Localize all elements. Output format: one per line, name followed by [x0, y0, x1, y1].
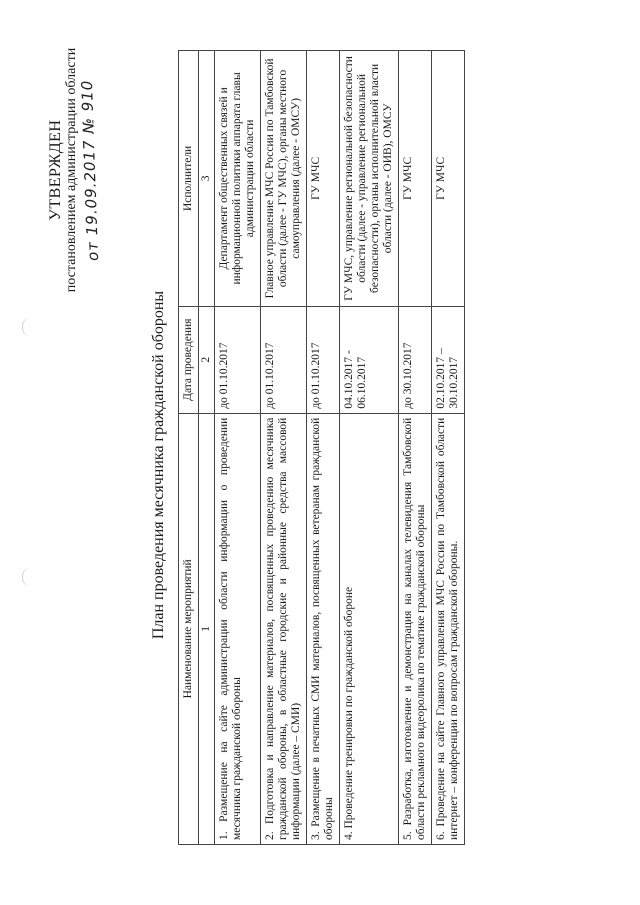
column-header-executor: Исполнители — [179, 51, 199, 307]
column-header-date: Дата проведения — [179, 306, 199, 413]
row-name: 1. Размещение на сайте администрации области информации о проведении месячника гражданской обороны — [215, 413, 261, 844]
row-executor: Главное управление МЧС России по Тамбовской области (далее - ГУ МЧС), органы местного самоуправления (далее - ОМСУ) — [261, 51, 307, 307]
row-date: до 01.10.2017 — [307, 306, 340, 413]
approval-line: постановлением администрации области — [64, 47, 79, 293]
scan-artifact — [22, 318, 37, 336]
column-number-row — [199, 51, 215, 845]
table-row — [261, 51, 307, 845]
table-row — [432, 51, 465, 845]
scan-artifact — [22, 568, 37, 586]
row-executor: ГУ МЧС — [432, 51, 465, 307]
column-number: 3 — [199, 51, 215, 307]
row-name: 5. Разработка, изготовление и демонстрация на каналах телевидения Тамбовской области рекламного видеоролика по тематике гражданской обороны — [399, 413, 432, 844]
page-title: План проведения месячника гражданской обороны — [150, 290, 167, 640]
row-executor: ГУ МЧС — [307, 51, 340, 307]
row-date: 04.10.2017 - 06.10.2017 — [340, 306, 399, 413]
row-name: 3. Размещение в печатных СМИ материалов, посвященных ветеранам гражданской обороны — [307, 413, 340, 844]
approval-stamp — [47, 15, 103, 325]
row-executor: ГУ МЧС, управление региональной безопасности области (далее - управление региональной безопасности), органы исполнительной власти области (далее - ОИВ), ОМСУ — [340, 51, 399, 307]
row-name: 2. Подготовка и направление материалов, посвященных проведению месячника гражданской обороны, в областные городские и районные средства массовой информации (далее – СМИ) — [261, 413, 307, 844]
row-date: до 01.10.2017 — [215, 306, 261, 413]
table-header-row — [179, 51, 199, 845]
table-row — [399, 51, 432, 845]
row-date: до 30.10.2017 — [399, 306, 432, 413]
approval-heading: УТВЕРЖДЕН — [47, 119, 64, 221]
column-number: 2 — [199, 306, 215, 413]
row-executor: ГУ МЧС — [399, 51, 432, 307]
column-header-name: Наименование мероприятий — [179, 413, 199, 844]
column-number: 1 — [199, 413, 215, 844]
row-name: 6. Проведение на сайте Главного управления МЧС России по Тамбовской области интернет – конференции по вопросам гражданской обороны. — [432, 413, 465, 844]
plan-table — [178, 50, 465, 845]
row-date: до 01.10.2017 — [261, 306, 307, 413]
row-name: 4. Проведение тренировки по гражданской обороне — [340, 413, 399, 844]
table-row — [340, 51, 399, 845]
table-row — [215, 51, 261, 845]
row-date: 02.10.2017 – 30.10.2017 — [432, 306, 465, 413]
table-row — [307, 51, 340, 845]
row-executor: Департамент общественных связей и информационной политики аппарата главы администрации области — [215, 51, 261, 307]
approval-signature: от 19.09.2017 № 910 — [77, 79, 103, 261]
